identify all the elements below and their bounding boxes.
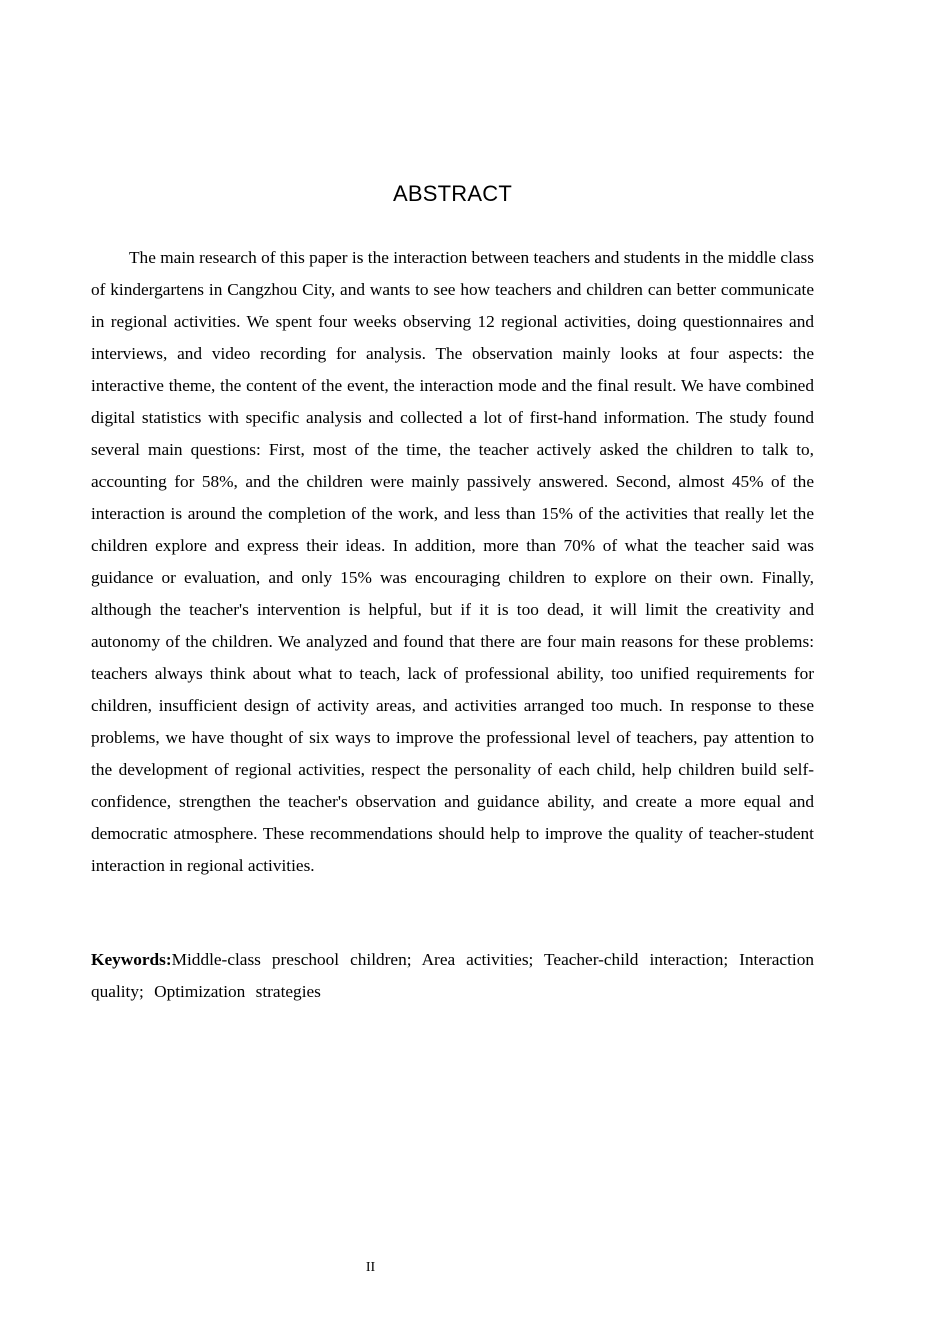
abstract-title: ABSTRACT — [393, 181, 512, 206]
keywords-text: Middle-class preschool children; Area activities; Teacher-child interaction; Interaction quality; Optimization strategies — [91, 950, 814, 1001]
page-number: II — [365, 1260, 376, 1275]
keywords-label: Keywords: — [91, 950, 172, 969]
abstract-body: The main research of this paper is the interaction between teachers and students in the middle class of kindergartens in Cangzhou City, and wants to see how teachers and children can better communicate in regional activities. We spent four weeks observing 12 regional activities, doing questionnaires and interviews, and video recording for analysis. The observation mainly looks at four aspects: the interactive theme, the content of the event, the interaction mode and the final result. We have combined digital statistics with specific analysis and collected a lot of first-hand information. The study found several main questions: First, most of the time, the teacher actively asked the children to talk to, accounting for 58%, and the children were mainly passively answered. Second, almost 45% of the interaction is around the completion of the work, and less than 15% of the activities that really let the children explore and express their ideas. In addition, more than 70% of what the teacher said was guidance or evaluation, and only 15% was encouraging children to explore on their own. Finally, although the teacher's intervention is helpful, but if it is too dead, it will limit the creativity and autonomy of the children. We analyzed and found that there are four main reasons for these problems: teachers always think about what to teach, lack of professional ability, too unified requirements for children, insufficient design of activity areas, and activities arranged too much. In response to these problems, we have thought of six ways to improve the professional level of teachers, pay attention to the development of regional activities, respect the personality of each child, help children build self-confidence, strengthen the teacher's observation and guidance ability, and create a more equal and democratic atmosphere. These recommendations should help to improve the quality of teacher-student interaction in regional activities. — [91, 248, 814, 875]
keywords-paragraph — [91, 944, 814, 1008]
